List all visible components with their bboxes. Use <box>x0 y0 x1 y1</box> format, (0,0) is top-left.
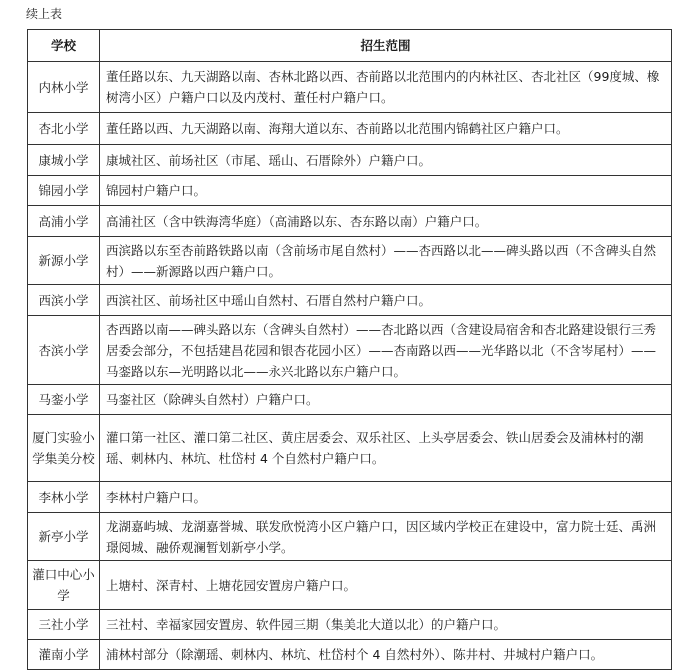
school-name: 灌南小学 <box>28 640 100 670</box>
enrollment-range: 杏西路以南——碑头路以东（含碑头自然村）——杏北路以西（含建设局宿舍和杏北路建设银行三秀居委会部分，不包括建昌花园和银杏花园小区）——杏南路以西——光华路以北（不含岑尾村）——马銮路以东—光明路以北——永兴北路以东户籍户口。 <box>100 316 672 385</box>
school-name: 三社小学 <box>28 610 100 640</box>
header-range: 招生范围 <box>100 30 672 62</box>
enrollment-range: 董任路以东、九天湖路以南、杏林北路以西、杏前路以北范围内的内林社区、杏北社区（99度城、橡树湾小区）户籍户口以及内茂村、董任村户籍户口。 <box>100 62 672 113</box>
enrollment-range: 上塘村、深青村、上塘花园安置房户籍户口。 <box>100 561 672 610</box>
table-row <box>28 285 672 316</box>
table-row <box>28 513 672 561</box>
table-row <box>28 640 672 670</box>
table-row <box>28 482 672 513</box>
enrollment-table <box>27 29 672 670</box>
enrollment-range: 高浦社区（含中铁海湾华庭）（高浦路以东、杏东路以南）户籍户口。 <box>100 206 672 237</box>
school-name: 新源小学 <box>28 237 100 285</box>
enrollment-range: 锦园村户籍户口。 <box>100 176 672 206</box>
table-row <box>28 610 672 640</box>
table-header-row <box>28 30 672 62</box>
table-row <box>28 385 672 415</box>
school-name: 内林小学 <box>28 62 100 113</box>
enrollment-range: 龙湖嘉屿城、龙湖嘉誉城、联发欣悦湾小区户籍户口，因区域内学校正在建设中，富力院士廷、禹洲璟阅城、融侨观澜暂划新亭小学。 <box>100 513 672 561</box>
school-name: 厦门实验小学集美分校 <box>28 415 100 482</box>
enrollment-range: 灌口第一社区、灌口第二社区、黄庄居委会、双乐社区、上头亭居委会、铁山居委会及浦林村的潮瑶、刺林内、林坑、杜岱村 4 个自然村户籍户口。 <box>100 415 672 482</box>
table-row <box>28 561 672 610</box>
table-row <box>28 62 672 113</box>
enrollment-range: 马銮社区（除碑头自然村）户籍户口。 <box>100 385 672 415</box>
school-name: 锦园小学 <box>28 176 100 206</box>
school-name: 杏北小学 <box>28 113 100 145</box>
enrollment-range: 三社村、幸福家园安置房、软件园三期（集美北大道以北）的户籍户口。 <box>100 610 672 640</box>
school-name: 灌口中心小学 <box>28 561 100 610</box>
table-row <box>28 415 672 482</box>
enrollment-range: 董任路以西、九天湖路以南、海翔大道以东、杏前路以北范围内锦鹤社区户籍户口。 <box>100 113 672 145</box>
enrollment-range: 西滨路以东至杏前路铁路以南（含前场市尾自然村）——杏西路以北——碑头路以西（不含碑头自然村）——新源路以西户籍户口。 <box>100 237 672 285</box>
table-continuation-caption: 续上表 <box>26 7 63 21</box>
table-row <box>28 113 672 145</box>
enrollment-range: 西滨社区、前场社区中瑶山自然村、石厝自然村户籍户口。 <box>100 285 672 316</box>
school-name: 新亭小学 <box>28 513 100 561</box>
table-row <box>28 237 672 285</box>
table-row <box>28 316 672 385</box>
school-name: 马銮小学 <box>28 385 100 415</box>
school-name: 杏滨小学 <box>28 316 100 385</box>
table-row <box>28 206 672 237</box>
school-name: 康城小学 <box>28 145 100 176</box>
table-row <box>28 176 672 206</box>
school-name: 西滨小学 <box>28 285 100 316</box>
school-name: 高浦小学 <box>28 206 100 237</box>
table-row <box>28 145 672 176</box>
enrollment-range: 浦林村部分（除潮瑶、刺林内、林坑、杜岱村个 4 自然村外）、陈井村、井城村户籍户口。 <box>100 640 672 670</box>
school-name: 李林小学 <box>28 482 100 513</box>
enrollment-range: 李林村户籍户口。 <box>100 482 672 513</box>
enrollment-range: 康城社区、前场社区（市尾、瑶山、石厝除外）户籍户口。 <box>100 145 672 176</box>
header-school: 学校 <box>28 30 100 62</box>
